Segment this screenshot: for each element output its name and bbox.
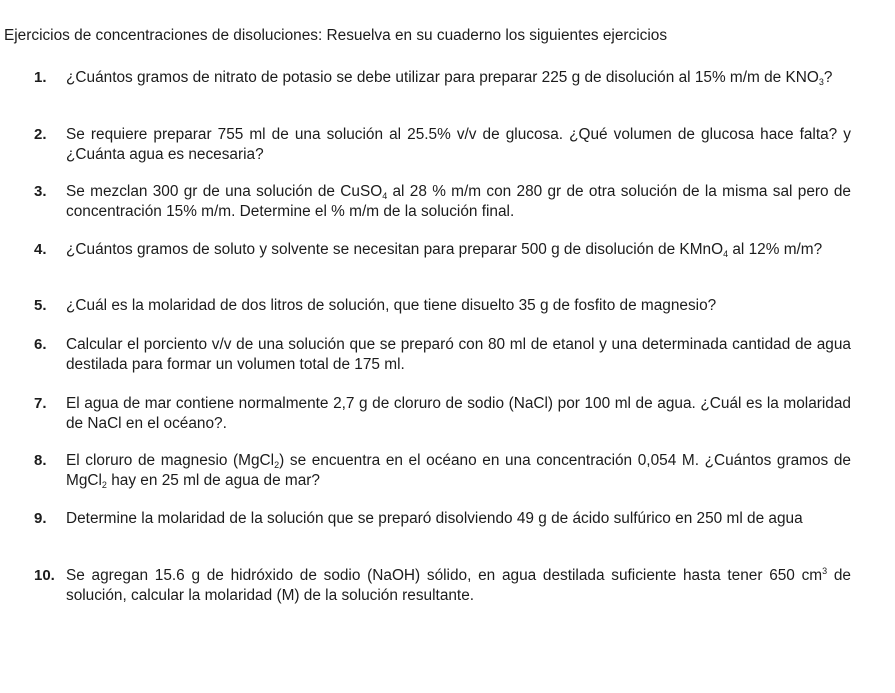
exercise-text: Se mezclan 300 gr de una solución de CuSO$_4$ al 28 % m/m con 280 gr de otra solución de la misma sal pero de concentración 15% m/m. Determine el % m/m de la solución final. — [66, 183, 851, 220]
exercise-number: 8. — [34, 452, 47, 469]
page-title: Ejercicios de concentraciones de disoluciones: Resuelva en su cuaderno los siguientes ejercicios — [4, 27, 668, 44]
exercise-text: Se requiere preparar 755 ml de una solución al 25.5% v/v de glucosa. ¿Qué volumen de glucosa hace falta? y ¿Cuánta agua es necesaria? — [66, 126, 851, 163]
exercise-number: 10. — [34, 567, 55, 584]
exercise-number: 1. — [34, 69, 47, 86]
exercise-text: ¿Cuántos gramos de soluto y solvente se necesitan para preparar 500 g de disolución de KMnO$_4$ al 12% m/m? — [66, 241, 823, 259]
exercise-text: ¿Cuál es la molaridad de dos litros de solución, que tiene disuelto 35 g de fosfito de magnesio? — [66, 297, 717, 314]
exercise-text: ¿Cuántos gramos de nitrato de potasio se debe utilizar para preparar 225 g de disolución al 15% m/m de $KNO_3$? — [66, 69, 833, 87]
exercise-number: 4. — [34, 241, 47, 258]
exercise-item-7 — [34, 394, 851, 434]
exercise-text: Se agregan 15.6 g de hidróxido de sodio (NaOH) sólido, en agua destilada suficiente hasta tener 650 $cm^3$ de solución, calcular la molaridad (M) de la solución resultante. — [66, 566, 851, 604]
exercise-item-10 — [34, 566, 851, 606]
exercise-item-5 — [34, 296, 851, 316]
exercise-number: 5. — [34, 297, 47, 314]
exercise-item-4 — [34, 240, 851, 260]
exercise-item-2 — [34, 125, 851, 165]
exercise-number: 2. — [34, 126, 47, 143]
exercise-item-1 — [34, 68, 851, 88]
exercise-number: 7. — [34, 395, 47, 412]
exercise-text: El agua de mar contiene normalmente 2,7 g de cloruro de sodio (NaCl) por 100 ml de agua. ¿Cuál es la molaridad de NaCl en el océano?. — [66, 395, 851, 432]
exercise-item-6 — [34, 335, 851, 375]
exercise-number: 3. — [34, 183, 47, 200]
exercise-item-8 — [34, 451, 851, 491]
exercise-item-9 — [34, 509, 851, 529]
exercise-text: Calcular el porciento v/v de una solución que se preparó con 80 ml de etanol y una determinada cantidad de agua destilada para formar un volumen total de 175 ml. — [66, 336, 851, 373]
exercise-text: Determine la molaridad de la solución que se preparó disolviendo 49 g de ácido sulfúrico en 250 ml de agua — [66, 510, 803, 527]
exercise-number: 9. — [34, 510, 47, 527]
exercise-item-3 — [34, 182, 851, 222]
exercise-number: 6. — [34, 336, 47, 353]
exercise-text: El cloruro de magnesio (MgCl$_2$) se encuentra en el océano en una concentración 0,054 M. ¿Cuántos gramos de MgCl$_2$ hay en 25 ml de agua de mar? — [66, 452, 851, 490]
